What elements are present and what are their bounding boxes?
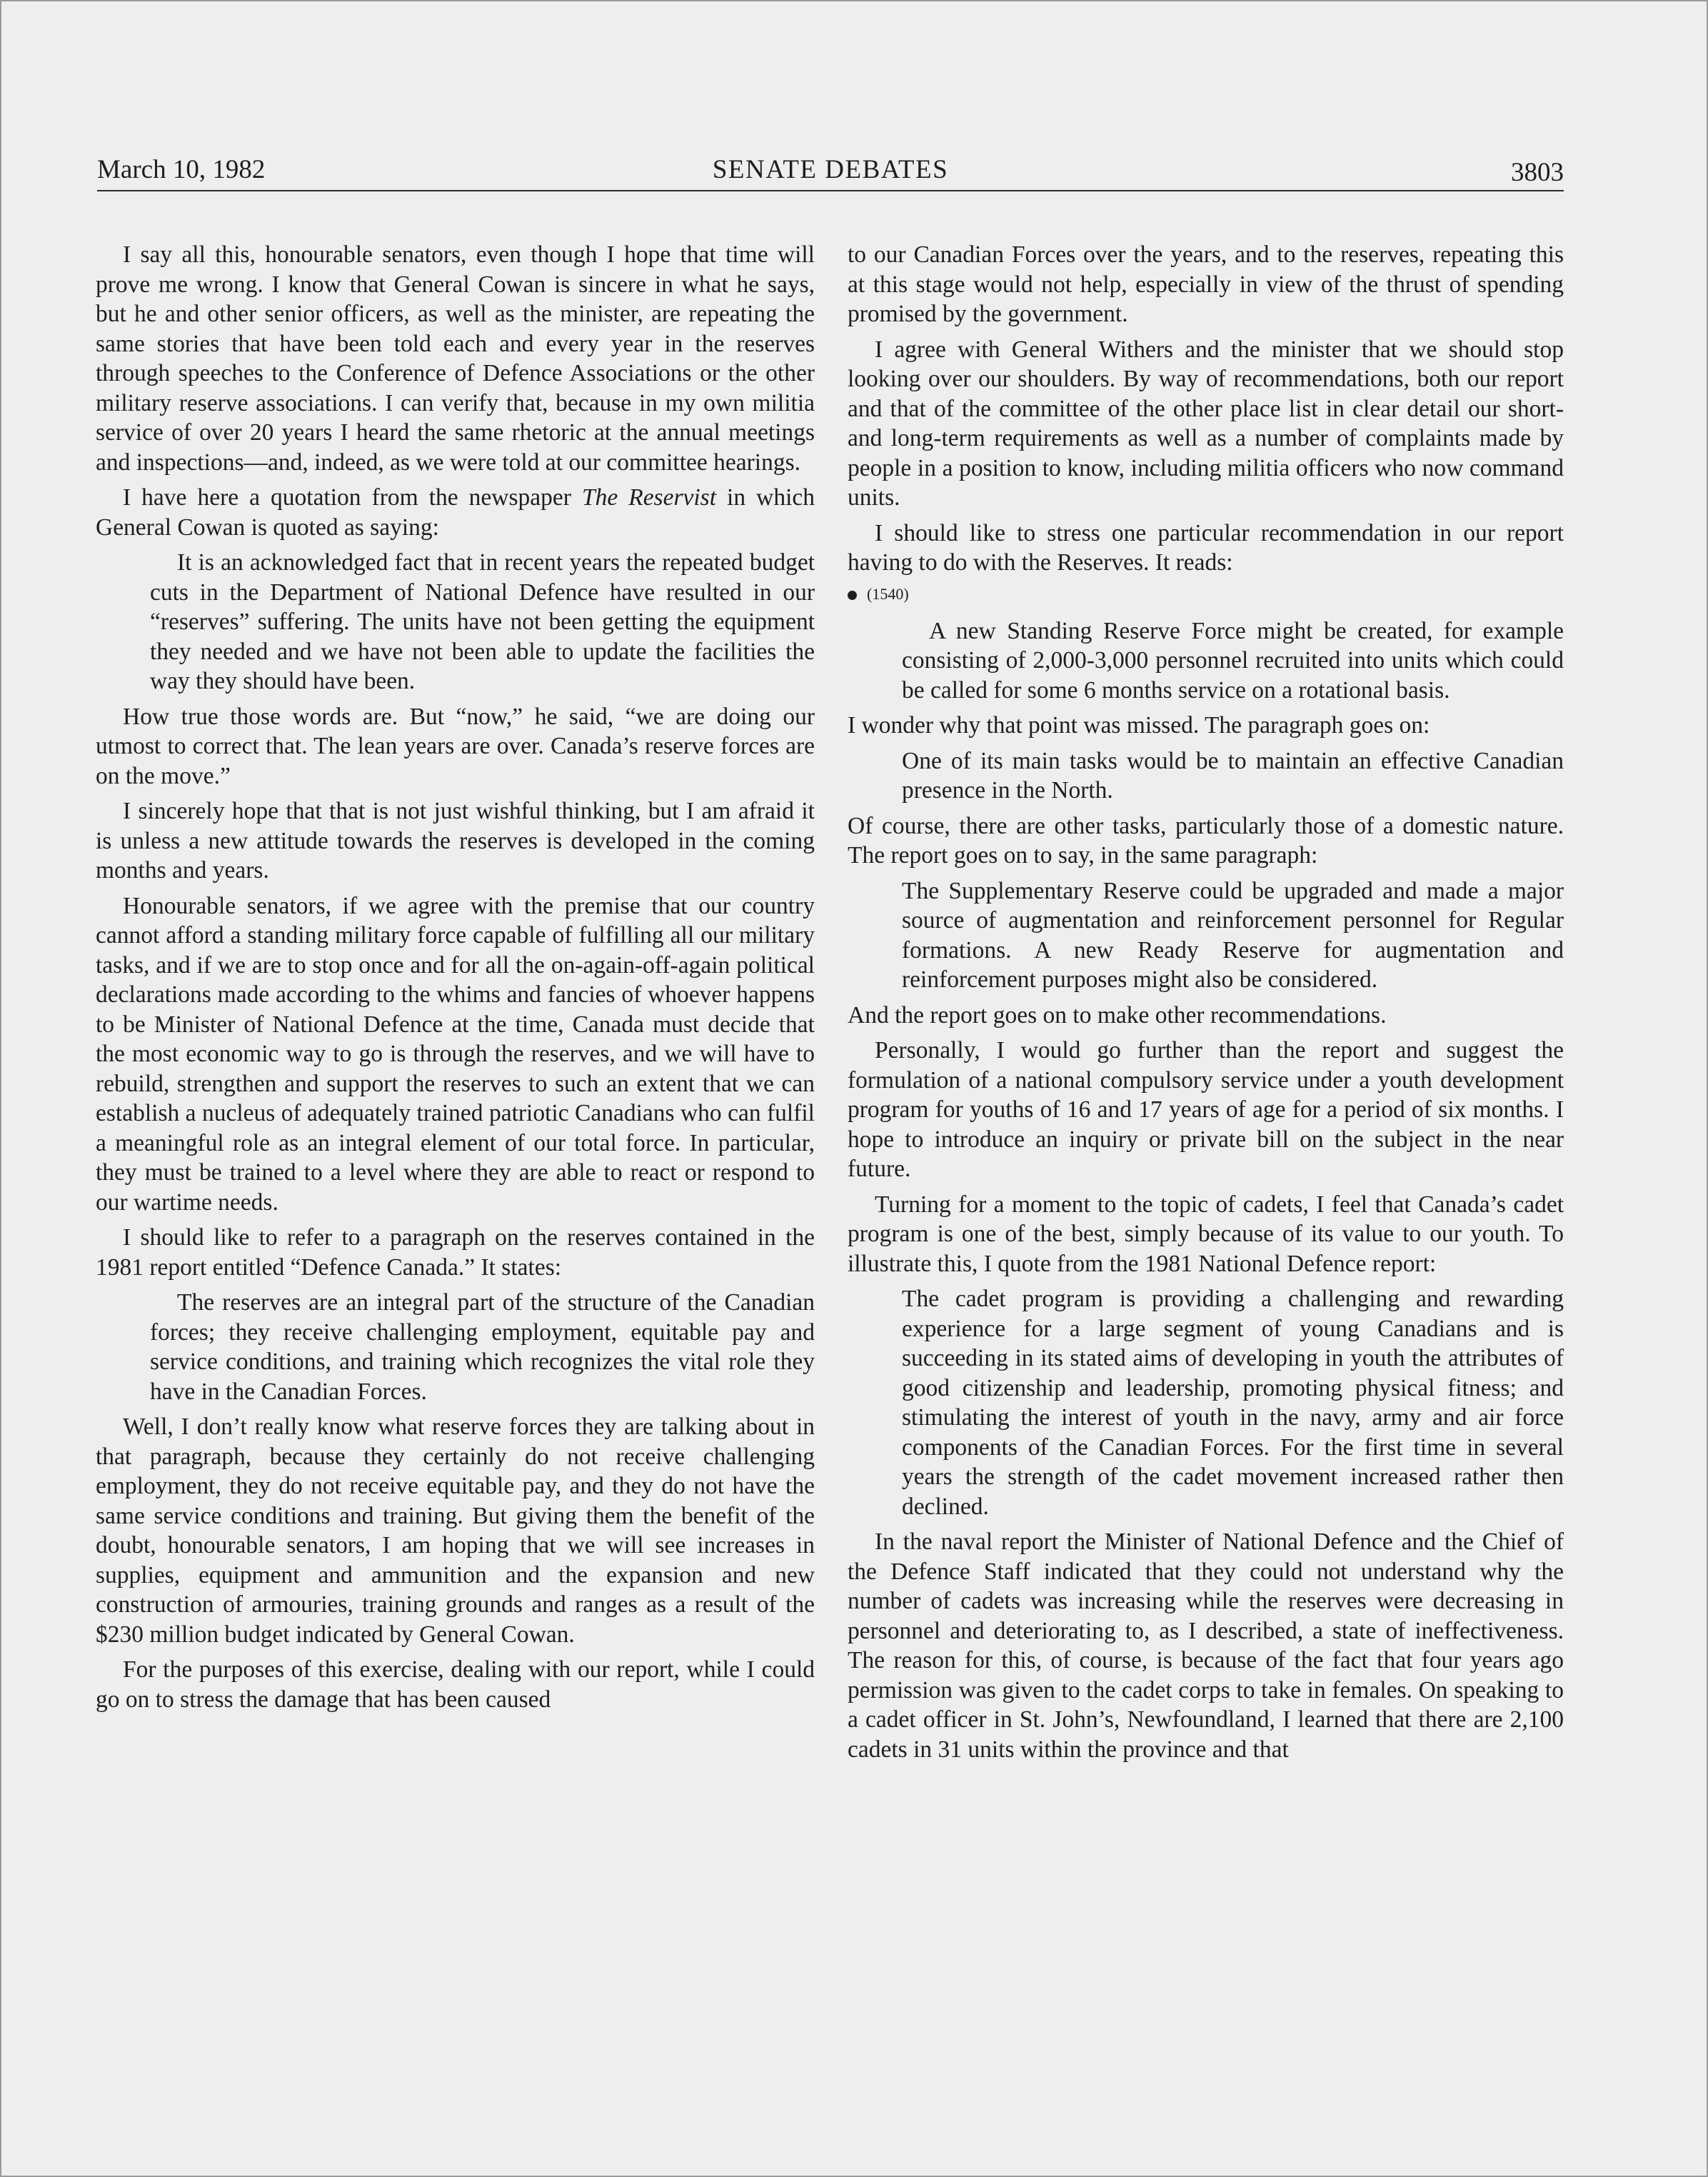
page-header — [97, 154, 1564, 191]
header-page-number: 3803 — [1511, 158, 1564, 187]
paragraph-continued: I wonder why that point was missed. The paragraph goes on: — [848, 712, 1430, 739]
paragraph: I should like to refer to a paragraph on the reserves contained in the 1981 report entitled “Defence Canada.” It states: — [96, 1224, 815, 1281]
block-quote: It is an acknowledged fact that in recent years the repeated budget cuts in the Department of National Defence have resulted in our “reserves” suffering. The units have not been getting the equipment they needed and we have not been able to update the facilities the way they should have been. — [150, 549, 815, 694]
left-column — [96, 240, 815, 1720]
header-title: SENATE DEBATES — [712, 155, 949, 184]
paragraph-continued: Of course, there are other tasks, particularly those of a domestic nature. The report goes on to say, in the same paragraph: — [848, 812, 1564, 869]
block-quote: One of its main tasks would be to maintain an effective Canadian presence in the North. — [902, 747, 1564, 804]
paragraph: Honourable senators, if we agree with the premise that our country cannot afford a standing military force capable of fulfilling all our military tasks, and if we are to stop once and for all the on-again-off-again political declarations made according to the whims and fancies of whoever happens to be Minister of National Defence at the time, Canada must decide that the most economic way to go is through the reserves, and we will have to rebuild, strengthen and support the reserves to such an extent that we can establish a nucleus of adequately trained patriotic Canadians who can fulfil a meaningful role as an integral element of our total force. In particular, they must be trained to a level where they are able to react or respond to our wartime needs. — [96, 892, 815, 1216]
bullet-icon — [848, 591, 857, 600]
block-quote: The cadet program is providing a challenging and rewarding experience for a large segment of young Canadians and is succeeding in its stated aims of developing in youth the attributes of good citizenship and leadership, promoting physical fitness; and stimulating the interest of youth in the navy, army and air force components of the Canadian Forces. For the first time in several years the strength of the cadet movement increased rather then declined. — [902, 1286, 1564, 1520]
block-quote: The Supplementary Reserve could be upgraded and made a major source of augmentation and reinforcement personnel for Regular formations. A new Ready Reserve for augmentation and reinforcement purposes might also be considered. — [902, 877, 1564, 993]
paragraph: I have here a quotation from the newspaper The Reservist in which General Cowan is quoted as saying: — [96, 484, 815, 541]
time-marker — [848, 584, 1564, 605]
paragraph: Personally, I would go further than the report and suggest the formulation of a national compulsory service under a youth development program for youths of 16 and 17 years of age for a period of six months. I hope to introduce an inquiry or private bill on the subject in the near future. — [848, 1037, 1564, 1182]
header-date: March 10, 1982 — [97, 155, 266, 184]
paragraph: For the purposes of this exercise, dealing with our report, while I could go on to stress the damage that has been caused — [96, 1656, 815, 1713]
paragraph-continued: to our Canadian Forces over the years, and to the reserves, repeating this at this stage would not help, especially in view of the thrust of spending promised by the government. — [848, 241, 1564, 327]
block-quote: The reserves are an integral part of the structure of the Canadian forces; they receive challenging employment, equitable pay and service conditions, and training which recognizes the vital role they have in the Canadian Forces. — [150, 1289, 815, 1405]
publication-title: The Reservist — [581, 484, 717, 511]
paragraph: I sincerely hope that that is not just wishful thinking, but I am afraid it is unless a new attitude towards the reserves is developed in the coming months and years. — [96, 798, 815, 884]
paragraph: I say all this, honourable senators, even though I hope that time will prove me wrong. I know that General Cowan is sincere in what he says, but he and other senior officers, as well as the minister, are repeating the same stories that have been told each and every year in the reserves through speeches to the Conference of Defence Associations or the other military reserve associations. I can verify that, because in my own militia service of over 20 years I heard the same rhetoric at the annual meetings and inspections—and, indeed, as we were told at our committee hearings. — [96, 241, 815, 476]
paragraph: In the naval report the Minister of National Defence and the Chief of the Defence Staff indicated that they could not understand why the number of cadets was increasing while the reserves were decreasing in personnel and deteriorating to, as I described, a state of ineffectiveness. The reason for this, of course, is because of the fact that four years ago permission was given to the cadet corps to take in females. On speaking to a cadet officer in St. John’s, Newfoundland, I learned that there are 2,100 cadets in 31 units within the province and that — [848, 1528, 1564, 1763]
paragraph: Turning for a moment to the topic of cadets, I feel that Canada’s cadet program is one of the best, simply because of its value to our youth. To illustrate this, I quote from the 1981 National Defence report: — [848, 1191, 1564, 1277]
paragraph: I agree with General Withers and the minister that we should stop looking over our shoulders. By way of recommendations, both our report and that of the committee of the other place list in clear detail our short- and long-term requirements as well as a number of complaints made by people in a position to know, including militia officers who now command units. — [848, 336, 1564, 511]
block-quote: A new Standing Reserve Force might be created, for example consisting of 2,000-3,000 personnel recruited into units which could be called for some 6 months service on a rotational basis. — [902, 617, 1564, 704]
paragraph-continued: And the report goes on to make other recommendations. — [848, 1001, 1387, 1029]
right-column — [848, 240, 1564, 1770]
paragraph: I should like to stress one particular recommendation in our report having to do with the Reserves. It reads: — [848, 519, 1564, 576]
paragraph: Well, I don’t really know what reserve forces they are talking about in that paragraph, because they certainly do not receive challenging employment, they do not receive equitable pay, and they do not have the same service conditions and training. But giving them the benefit of the doubt, honourable senators, I am hoping that we will see increases in supplies, equipment and ammunition and the expansion and new construction of armouries, training grounds and ranges as a result of the $230 million budget indicated by General Cowan. — [96, 1413, 815, 1648]
paragraph: How true those words are. But “now,” he said, “we are doing our utmost to correct that. The lean years are over. Canada’s reserve forces are on the move.” — [96, 703, 815, 789]
time-marker-label: (1540) — [867, 584, 909, 603]
